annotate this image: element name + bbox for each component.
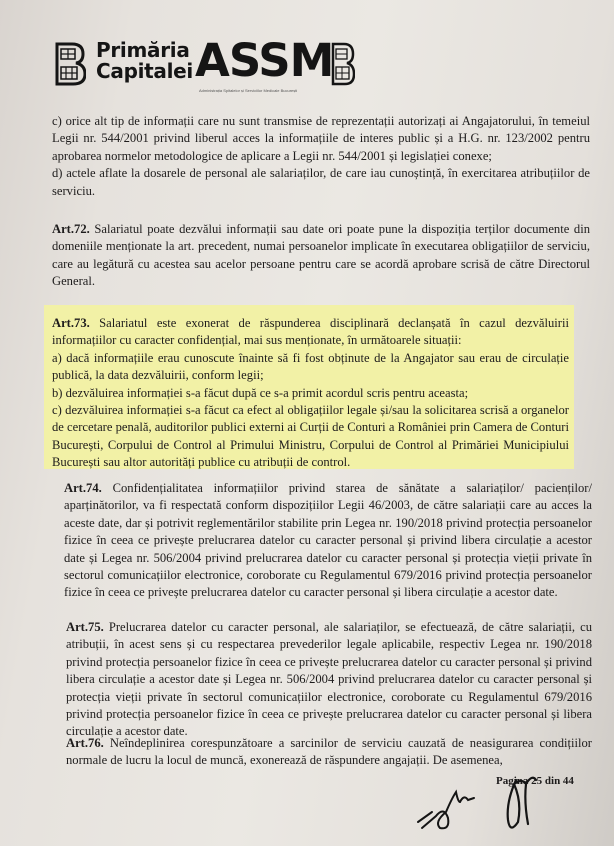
article-76-text: Neîndeplinirea corespunzătoare a sarcinilor de serviciu cauzată de neasigurarea condițiilor normale de lucru la locul de muncă, exonerează de răspundere angajații. De asemenea, bbox=[66, 736, 592, 768]
item-d: d) actele aflate la dosarele de personal ale salariaților, de care iau cunoștință, în exercitarea atribuțiilor de serviciu. bbox=[52, 166, 590, 198]
handwritten-signatures bbox=[410, 772, 570, 832]
article-76-label: Art.76. bbox=[66, 736, 104, 750]
article-75-label: Art.75. bbox=[66, 620, 104, 634]
article-72-label: Art.72. bbox=[52, 222, 90, 236]
article-73 bbox=[52, 315, 569, 472]
page-number: Pagina 25 din 44 bbox=[496, 775, 574, 787]
primaria-capitalei-wordmark bbox=[96, 40, 193, 82]
article-75 bbox=[66, 619, 592, 741]
article-75-text: Prelucrarea datelor cu caracter personal, ale salariaților, se efectuează, de către salariații, cu atribuții, în acest sens și cu respectarea prevederilor legale aplicabile, respectiv Legea nr. 190/2018 privind protecția persoanelor fizice în ceea ce privește prelucrarea datelor cu caracter personal și privind libera circulație a acestor date și Legea nr. 506/2004 privind prelucrarea datelor cu caracter personal și protecția vieții private în sectorul comunicațiilor electronice, coroborate cu Regulamentul 679/2016 privind protecția persoanelor fizice în ceea ce privește prelucrarea datelor cu caracter personal și libera circulație a acestor date. bbox=[66, 620, 592, 739]
article-73-label: Art.73. bbox=[52, 316, 90, 330]
article-74-label: Art.74. bbox=[64, 481, 102, 495]
items-c-d bbox=[52, 113, 590, 200]
wordmark-line2: Capitalei bbox=[96, 59, 193, 83]
article-76 bbox=[66, 735, 592, 770]
item-c: c) orice alt tip de informații care nu sunt transmise de reprezentații autorizați ai Angajatorului, în temeiul Legii nr. 544/2001 privind liberul acces la informațiile de interes public și a H.G. nr. 123/2002 pentru aprobarea normelor metodologice de aplicare a Legii nr. 544/2001 și legislației conexe; bbox=[52, 114, 590, 163]
article-74-text: Confidențialitatea informațiilor privind starea de sănătate a salariaților/ pacienților/ aparținătorilor, va fi respectată conform dispozițiilor Legii 46/2003, de către salariații care au acces la aceste date, dar și potrivit reglementărilor stabilite prin Legea nr. 190/2018 privind protecția persoanelor fizice în ceea ce privește prelucrarea datelor cu caracter personal și privind libera circulație a acestor date și Legea nr. 506/2004 privind prelucrarea datelor cu caracter personal și protecția vieții private în sectorul comunicațiilor electronice, coroborate cu Regulamentul 679/2016 privind protecția persoanelor fizice în ceea ce privește prelucrarea datelor cu caracter personal și libera circulație a acestor date. bbox=[64, 481, 592, 600]
article-73-item-a: a) dacă informațiile erau cunoscute înainte să fi fost obținute de la Angajator sau erau de circulație publică, la data dezvăluirii, conform legii; bbox=[52, 350, 569, 383]
assm-subtitle: Administrația Spitalelor și Serviciilor Medicale București bbox=[199, 88, 298, 93]
article-73-item-b: b) dezvăluirea informației s-a făcut după ce s-a primit acordul scris pentru aceasta; bbox=[52, 385, 469, 400]
primaria-capitalei-logo-icon bbox=[54, 42, 86, 86]
article-72 bbox=[52, 221, 590, 291]
letterhead bbox=[52, 34, 352, 98]
article-72-text: Salariatul poate dezvălui informații sau date ori poate pune la dispoziția terților documente din domeniile menționate la art. precedent, numai persoanelor implicate în executarea obligațiilor de serviciu, care au legătură cu acestea sau acelor persoane pentru care se acordă aprobare scrisă de către Directorul General. bbox=[52, 222, 590, 289]
assm-wordmark: ASSM bbox=[195, 34, 334, 87]
wordmark-line1: Primăria bbox=[96, 38, 190, 62]
article-74 bbox=[64, 480, 592, 602]
assm-logo-icon bbox=[331, 42, 355, 86]
article-73-text: Salariatul este exonerat de răspunderea disciplinară declanșată în cazul dezvăluirii informațiilor cu caracter confidențial, mai sus menționate, în următoarele situații: bbox=[52, 316, 569, 348]
article-73-item-c: c) dezvăluirea informației s-a făcut ca efect al obligațiilor legale și/sau la solicitarea scrisă a organelor de cercetare penală, auditorilor publici externi ai Curții de Conturi a României prin Camera de Conturi București, Corpului de Control al Primului Ministru, Corpului de Control al Primăriei Municipiului București sau altor autorități publice cu atribuții de control. bbox=[52, 403, 569, 470]
